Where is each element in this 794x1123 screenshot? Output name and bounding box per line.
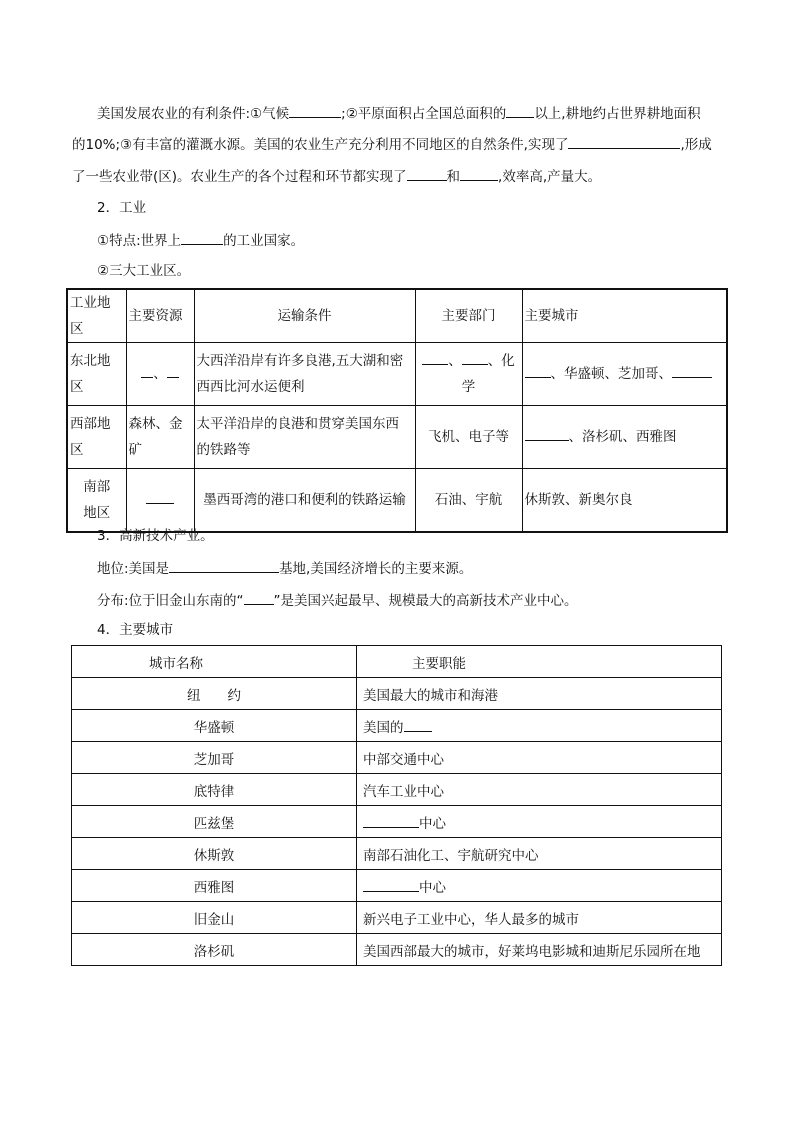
table-row	[72, 742, 722, 774]
status-blank	[169, 557, 279, 573]
transport-cell: 墨西哥湾的港口和便利的铁路运输	[194, 469, 415, 533]
transport-cell: 太平洋沿岸的良港和贯穿美国东西 的铁路等	[194, 406, 415, 469]
cities-table	[71, 645, 722, 966]
city-name: 洛杉矶	[72, 934, 357, 966]
city-function: 美国的	[357, 710, 722, 742]
header-resource: 主要资源	[126, 289, 194, 343]
city-function: 美国最大的城市和海港	[357, 678, 722, 710]
city-function: 中部交通中心	[357, 742, 722, 774]
resource-cell: 、	[126, 343, 194, 406]
table-row	[72, 774, 722, 806]
table-row	[72, 838, 722, 870]
department-cell: 、 、化学	[415, 343, 522, 406]
city-cell: 休斯敦、新奥尔良	[522, 469, 727, 533]
city-cell: 、华盛顿、芝加哥、	[522, 343, 727, 406]
cities-heading: 4．主要城市	[97, 622, 174, 638]
mechanization-blank	[407, 165, 447, 181]
table-row	[67, 406, 727, 469]
table-row	[72, 806, 722, 838]
feature-blank	[181, 229, 223, 245]
header-department: 主要部门	[415, 289, 522, 343]
table-row	[72, 902, 722, 934]
table-row	[72, 934, 722, 966]
distribution-blank	[244, 589, 274, 605]
city-function: 汽车工业中心	[357, 774, 722, 806]
header-function: 主要职能	[357, 646, 722, 678]
industry-table	[66, 288, 728, 533]
cities-table-header	[72, 646, 722, 678]
city-function: 美国西部最大的城市，好莱坞电影城和迪斯尼乐园所在地	[357, 934, 722, 966]
hightech-status: 地位:美国是 基地,美国经济增长的主要来源。	[97, 557, 472, 579]
region-south: 南部 地区	[67, 469, 126, 533]
plain-ratio-blank	[506, 102, 534, 118]
specialization-blank	[568, 133, 680, 149]
city-name: 匹兹堡	[72, 806, 357, 838]
header-city-name: 城市名称	[72, 646, 357, 678]
agri-line-1: 美国发展农业的有利条件:①气候 ;②平原面积占全国总面积的 以上,耕地约占世界耕地面积	[97, 102, 701, 124]
industry-zones-title: ②三大工业区。	[97, 263, 191, 279]
agri-line-3: 了一些农业带(区)。农业生产的各个过程和环节都实现了 和 ,效率高,产量大。	[72, 165, 601, 187]
hightech-distribution: 分布:位于旧金山东南的“ ”是美国兴起最早、规模最大的高新技术产业中心。	[97, 589, 578, 611]
hightech-heading: 3．高新技术产业。	[97, 528, 214, 544]
city-name: 西雅图	[72, 870, 357, 902]
city-function: 中心	[357, 806, 722, 838]
table-row	[72, 710, 722, 742]
header-transport: 运输条件	[194, 289, 415, 343]
resource-cell	[126, 469, 194, 533]
city-function: 新兴电子工业中心，华人最多的城市	[357, 902, 722, 934]
city-cell: 、洛杉矶、西雅图	[522, 406, 727, 469]
industry-feature: ①特点:世界上 的工业国家。	[97, 229, 304, 251]
city-function: 南部石油化工、宇航研究中心	[357, 838, 722, 870]
header-city: 主要城市	[522, 289, 727, 343]
city-name: 纽 约	[72, 678, 357, 710]
region-west: 西部地区	[67, 406, 126, 469]
region-northeast: 东北地区	[67, 343, 126, 406]
industry-heading: 2．工业	[97, 200, 147, 216]
climate-blank	[289, 102, 341, 118]
city-name: 华盛顿	[72, 710, 357, 742]
table-row	[67, 469, 727, 533]
city-name: 芝加哥	[72, 742, 357, 774]
city-function: 中心	[357, 870, 722, 902]
table-row	[72, 678, 722, 710]
table-row	[72, 870, 722, 902]
department-cell: 飞机、电子等	[415, 406, 522, 469]
modernization-blank	[460, 165, 498, 181]
table-row	[67, 343, 727, 406]
department-cell: 石油、宇航	[415, 469, 522, 533]
city-name: 休斯敦	[72, 838, 357, 870]
city-name: 旧金山	[72, 902, 357, 934]
industry-table-header	[67, 289, 727, 343]
transport-cell: 大西洋沿岸有许多良港,五大湖和密 西西比河水运便利	[194, 343, 415, 406]
agri-line-2: 的10%;③有丰富的灌溉水源。美国的农业生产充分利用不同地区的自然条件,实现了 ,形成	[72, 133, 712, 155]
header-region: 工业地区	[67, 289, 126, 343]
resource-cell: 森林、金矿	[126, 406, 194, 469]
city-name: 底特律	[72, 774, 357, 806]
